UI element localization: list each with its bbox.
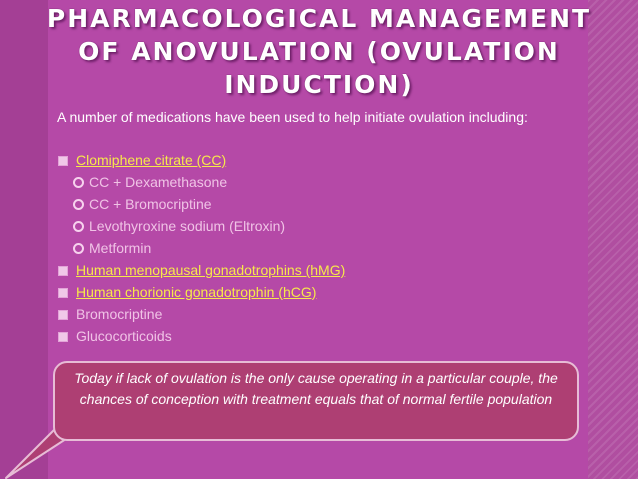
list-item-label: CC + Bromocriptine bbox=[89, 196, 212, 212]
callout-text: Today if lack of ovulation is the only cause operating in a particular couple, the chances of conception with treatment equals that of normal fertile population bbox=[74, 370, 558, 407]
square-bullet-icon bbox=[58, 288, 68, 298]
list-item-cc-dexamethasone bbox=[57, 171, 567, 193]
ring-bullet-icon bbox=[73, 177, 84, 188]
slide-title bbox=[0, 2, 638, 101]
list-item-cc-bromocriptine bbox=[57, 193, 567, 215]
medication-list bbox=[57, 149, 567, 347]
list-item-hcg[interactable] bbox=[57, 281, 567, 303]
list-item-metformin bbox=[57, 237, 567, 259]
title-line-3: INDUCTION) bbox=[224, 70, 414, 99]
intro-text: A number of medications have been used to help initiate ovulation including: bbox=[57, 109, 528, 125]
ring-bullet-icon bbox=[73, 199, 84, 210]
list-item-label: CC + Dexamethasone bbox=[89, 174, 228, 190]
ring-bullet-icon bbox=[73, 243, 84, 254]
title-line-2: OF ANOVULATION (OVULATION bbox=[78, 37, 560, 66]
square-bullet-icon bbox=[58, 332, 68, 342]
ring-bullet-icon bbox=[73, 221, 84, 232]
list-item-label: Levothyroxine sodium (Eltroxin) bbox=[89, 218, 286, 234]
list-item-levothyroxine bbox=[57, 215, 567, 237]
list-item-label: Metformin bbox=[89, 240, 152, 256]
list-item-clomiphene[interactable] bbox=[57, 149, 567, 171]
hmg-link[interactable]: Human menopausal gonadotrophins (hMG) bbox=[76, 262, 346, 278]
square-bullet-icon bbox=[58, 310, 68, 320]
list-item-hmg[interactable] bbox=[57, 259, 567, 281]
list-item-label: Bromocriptine bbox=[76, 306, 163, 322]
list-item-bromocriptine bbox=[57, 303, 567, 325]
title-line-1: PHARMACOLOGICAL MANAGEMENT bbox=[46, 4, 592, 33]
list-item-label: Glucocorticoids bbox=[76, 328, 172, 344]
clomiphene-link[interactable]: Clomiphene citrate (CC) bbox=[76, 152, 227, 168]
list-item-glucocorticoids bbox=[57, 325, 567, 347]
square-bullet-icon bbox=[58, 266, 68, 276]
square-bullet-icon bbox=[58, 156, 68, 166]
hcg-link[interactable]: Human chorionic gonadotrophin (hCG) bbox=[76, 284, 317, 300]
